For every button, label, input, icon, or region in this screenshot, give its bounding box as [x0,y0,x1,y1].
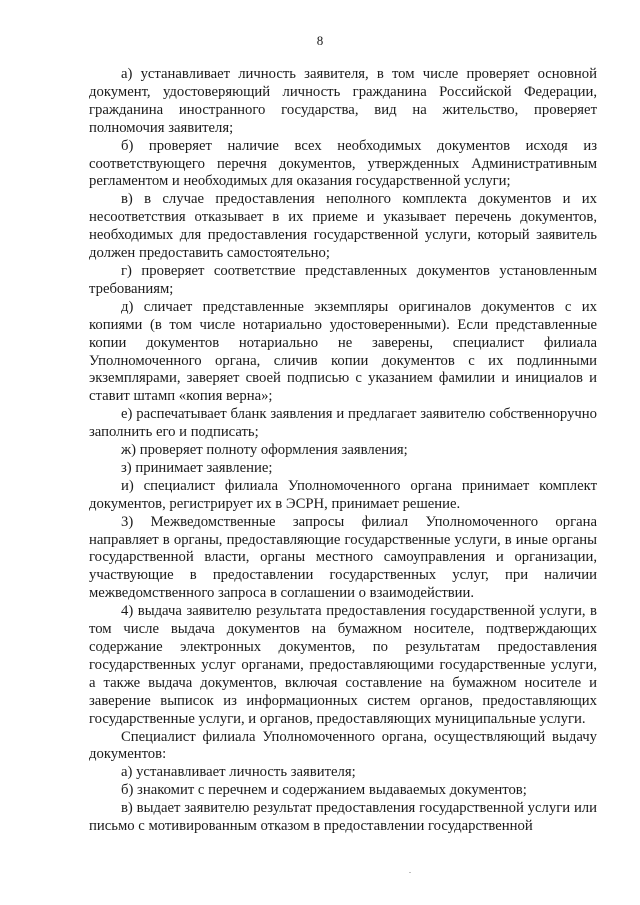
paragraph: в) в случае предоставления неполного комплекта документов и их несоответствия отказывает в их приеме и указывает перечень документов, необходимых для предоставления государственной услуги, который заявитель должен предоставить самостоятельно; [89,191,597,262]
paragraph: Специалист филиала Уполномоченного органа, осуществляющий выдачу документов: [89,728,597,763]
paragraph: 4) выдача заявителю результата предоставления государственной услуги, в том числе выдача документов на бумажном носителе, подтверждающих содержание электронных документов, по результатам предоставления государственных услуг органами, предоставляющими государственные услуги, а также выдача документов, включая составление на бумажном носителе и заверение выписок из информационных систем органов, предоставляющих государственные услуги, и органов, предоставляющих муниципальные услуги. [89,603,597,727]
paragraph: а) устанавливает личность заявителя; [121,764,356,781]
paragraph: б) проверяет наличие всех необходимых документов исходя из соответствующего перечня документов, утвержденных Административным регламентом и необходимых для оказания государственной услуги; [89,137,597,190]
paragraph: ж) проверяет полноту оформления заявления; [121,442,408,459]
page-number: 8 [316,33,324,48]
paragraph: в) выдает заявителю результат предоставления государственной услуги или письмо с мотивированным отказом в предоставлении государственной [89,800,597,835]
paragraph: з) принимает заявление; [121,459,273,476]
paragraph: б) знакомит с перечнем и содержанием выдаваемых документов; [121,782,527,799]
paragraph: д) сличает представленные экземпляры оригиналов документов с их копиями (в том числе нотариально удостоверенными). Если представленные копии документов нотариально не заверены, специалист филиала Уполномоченного органа, сличив копии документов с их подлинными экземплярами, заверяет своей подписью с указанием фамилии и инициалов и ставит штамп «копия верна»; [89,298,597,405]
scan-speck: . [409,866,411,875]
paragraph: г) проверяет соответствие представленных документов установленным требованиям; [89,262,597,297]
paragraph: 3) Межведомственные запросы филиал Уполномоченного органа направляет в органы, предоставляющие государственные услуги, в иные органы государственной власти, органы местного самоуправления и организации, участвующие в предоставлении государственных услуг, при наличии межведомственного запроса в соглашении о взаимодействии. [89,513,597,602]
paragraph: а) устанавливает личность заявителя, в том числе проверяет основной документ, удостоверяющий личность гражданина Российской Федерации, гражданина иностранного государства, вид на жительство, проверяет полномочия заявителя; [89,66,597,136]
document-body [89,66,597,836]
paragraph: и) специалист филиала Уполномоченного органа принимает комплект документов, регистрирует их в ЭСРН, принимает решение. [89,477,597,512]
paragraph: е) распечатывает бланк заявления и предлагает заявителю собственноручно заполнить его и подписать; [89,406,597,441]
